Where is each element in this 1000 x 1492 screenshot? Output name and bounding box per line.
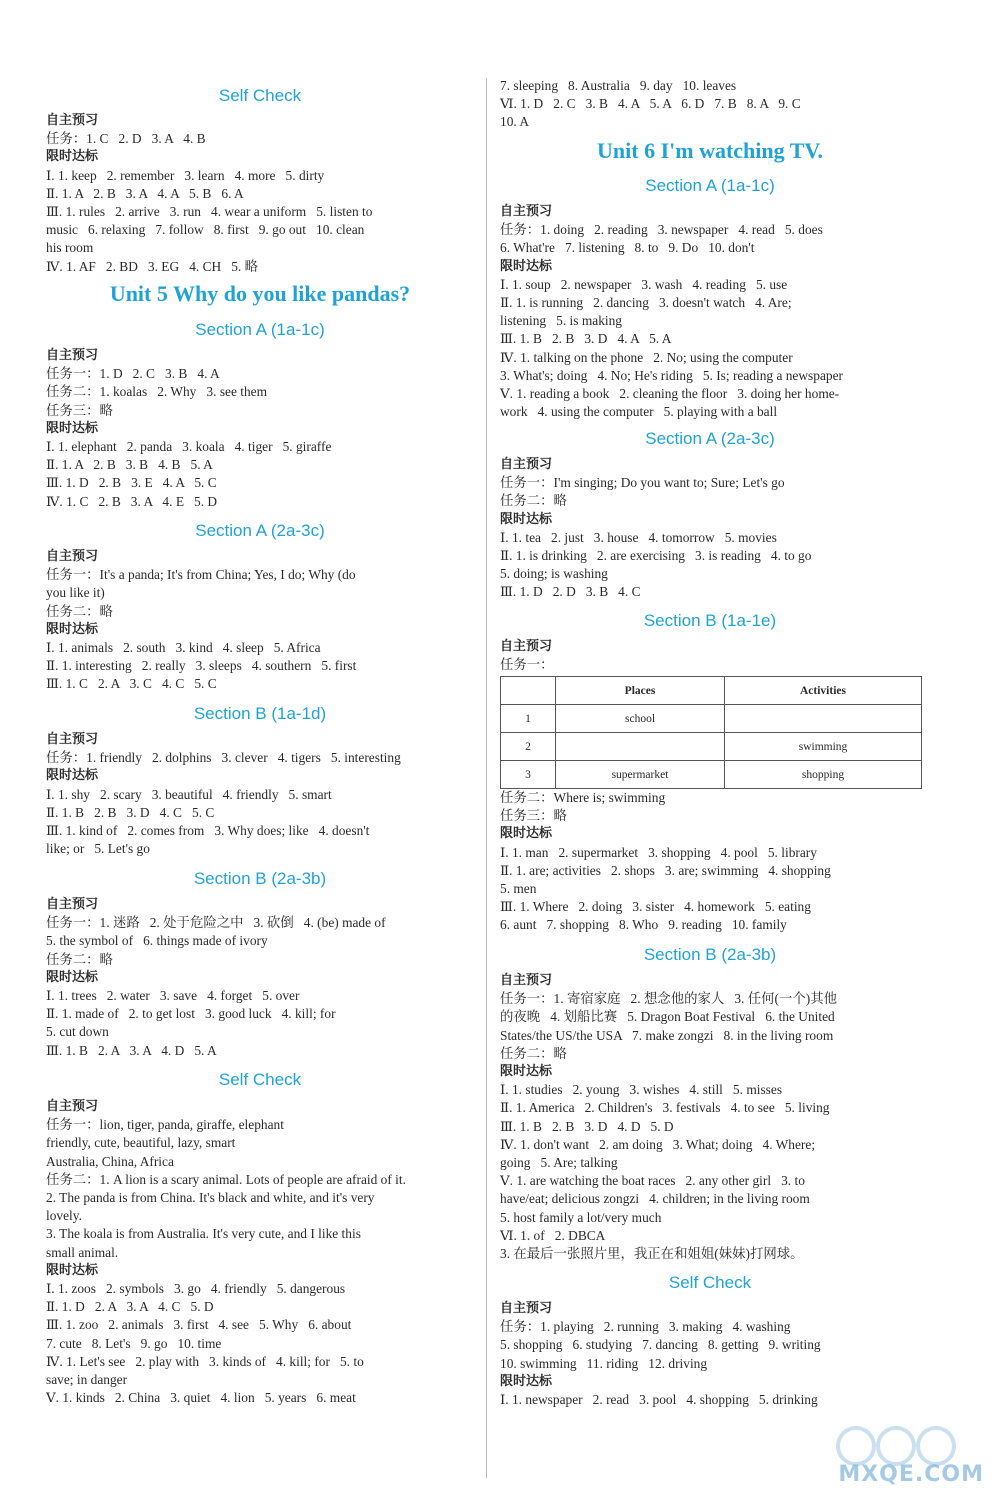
answer-line: Ⅱ. 1. is running 2. dancing 3. doesn't watch 4. Are; bbox=[500, 295, 792, 311]
answer-line: Ⅲ. 1. B 2. A 3. A 4. D 5. A bbox=[46, 1042, 217, 1058]
answer-line: Ⅳ. 1. don't want 2. am doing 3. What; doing 4. Where; bbox=[500, 1136, 816, 1152]
answer-line: 5. men bbox=[500, 881, 537, 897]
answer-line: 3. 在最后一张照片里，我正在和姐姐(妹妹)打网球。 bbox=[500, 1246, 804, 1262]
table-header-cell: Places bbox=[556, 677, 725, 705]
answer-line: Ⅰ. 1. shy 2. scary 3. beautiful 4. friendly 5. smart bbox=[46, 786, 332, 802]
answer-line: 限时达标 bbox=[500, 258, 553, 274]
answer-line: 任务一：It's a panda; It's from China; Yes, I do; Why (do bbox=[46, 567, 356, 583]
answer-line: 任务二：略 bbox=[46, 603, 113, 619]
answer-line: have/eat; delicious zongzi 4. children; in the living room bbox=[500, 1191, 810, 1207]
section-title: Section A (1a-1c) bbox=[645, 176, 775, 195]
answer-line: 6. What're 7. listening 8. to 9. Do 10. don't bbox=[500, 240, 755, 256]
unit-title: Unit 6 I'm watching TV. bbox=[597, 138, 823, 163]
answer-line: Ⅵ. 1. of 2. DBCA bbox=[500, 1227, 606, 1243]
answer-line: Ⅴ. 1. reading a book 2. cleaning the floor 3. doing her home- bbox=[500, 386, 840, 402]
answer-line: Ⅳ. 1. Let's see 2. play with 3. kinds of 4. kill; for 5. to bbox=[46, 1353, 364, 1369]
answer-line: 任务一：I'm singing; Do you want to; Sure; Let's go bbox=[500, 475, 785, 491]
answer-line: 任务二：略 bbox=[46, 951, 113, 967]
answer-line: States/the US/the USA 7. make zongzi 8. in the living room bbox=[500, 1027, 834, 1043]
section-title: Self Check bbox=[218, 86, 302, 105]
table-cell: shopping bbox=[725, 761, 922, 789]
answer-block bbox=[46, 112, 474, 276]
answer-line: 限时达标 bbox=[46, 969, 99, 985]
answer-line: 自主预习 bbox=[500, 973, 553, 988]
table-cell bbox=[556, 733, 725, 761]
answer-line: 的夜晚 4. 划船比赛 5. Dragon Boat Festival 6. the United bbox=[500, 1009, 835, 1025]
answer-line: Ⅱ. 1. D 2. A 3. A 4. C 5. D bbox=[46, 1299, 214, 1315]
answer-line: 限时达标 bbox=[46, 1262, 99, 1278]
table-header-cell bbox=[501, 677, 556, 705]
answer-line: small animal. bbox=[46, 1244, 119, 1260]
table-row bbox=[501, 705, 922, 733]
answer-line: Ⅲ. 1. D 2. D 3. B 4. C bbox=[500, 584, 641, 600]
answer-line: 限时达标 bbox=[46, 149, 99, 165]
answer-line: music 6. relaxing 7. follow 8. first 9. go out 10. clean bbox=[46, 222, 365, 238]
answer-line: 任务一：1. D 2. C 3. B 4. A bbox=[46, 366, 220, 382]
answer-line: Ⅱ. 1. are; activities 2. shops 3. are; swimming 4. shopping bbox=[500, 862, 831, 878]
answer-line: Ⅱ. 1. A 2. B 3. B 4. B 5. A bbox=[46, 457, 213, 473]
answer-line: 7. cute 8. Let's 9. go 10. time bbox=[46, 1335, 222, 1351]
answer-line: going 5. Are; talking bbox=[500, 1155, 618, 1171]
answer-line: Ⅳ. 1. AF 2. BD 3. EG 4. CH 5. 略 bbox=[46, 258, 259, 274]
answer-line: 任务二：略 bbox=[500, 493, 567, 509]
answer-line: Ⅱ. 1. made of 2. to get lost 3. good luck 4. kill; for bbox=[46, 1006, 336, 1022]
answer-line: 自主预习 bbox=[500, 639, 553, 654]
answer-line: 7. sleeping 8. Australia 9. day 10. leaves bbox=[500, 78, 737, 93]
answer-block bbox=[500, 638, 920, 674]
answer-line: 3. What's; doing 4. No; He's riding 5. Is; reading a newspaper bbox=[500, 367, 843, 383]
answer-line: Ⅱ. 1. A 2. B 3. A 4. A 5. B 6. A bbox=[46, 185, 244, 201]
answer-line: Ⅰ. 1. tea 2. just 3. house 4. tomorrow 5. movies bbox=[500, 529, 777, 545]
answer-block bbox=[500, 456, 920, 602]
answer-line: 任务：1. playing 2. running 3. making 4. washing bbox=[500, 1319, 791, 1335]
answer-line: 自主预习 bbox=[46, 732, 99, 747]
answer-line: Ⅲ. 1. B 2. B 3. D 4. D 5. D bbox=[500, 1118, 674, 1134]
answer-line: 任务三：略 bbox=[46, 402, 113, 418]
answer-line: Ⅲ. 1. B 2. B 3. D 4. A 5. A bbox=[500, 331, 672, 347]
answer-line: Ⅰ. 1. studies 2. young 3. wishes 4. still 5. misses bbox=[500, 1082, 783, 1098]
answer-line: 限时达标 bbox=[500, 826, 553, 842]
section-title: Section B (2a-3b) bbox=[193, 869, 327, 888]
answer-line: Ⅱ. 1. B 2. B 3. D 4. C 5. C bbox=[46, 804, 215, 820]
answer-line: his room bbox=[46, 240, 94, 256]
answer-block bbox=[500, 203, 920, 421]
table-cell: 3 bbox=[501, 761, 556, 789]
answer-line: 任务：1. C 2. D 3. A 4. B bbox=[46, 131, 206, 147]
table-header-cell: Activities bbox=[725, 677, 922, 705]
answer-line: Ⅲ. 1. Where 2. doing 3. sister 4. homework 5. eating bbox=[500, 899, 811, 915]
answer-line: 3. The koala is from Australia. It's very cute, and I like this bbox=[46, 1226, 361, 1242]
places-activities-table bbox=[500, 676, 922, 789]
answer-line: 5. the symbol of 6. things made of ivory bbox=[46, 933, 268, 949]
section-title: Section A (2a-3c) bbox=[195, 521, 325, 540]
answer-line: friendly, cute, beautiful, lazy, smart bbox=[46, 1135, 236, 1151]
answer-line: 自主预习 bbox=[500, 204, 553, 219]
table-cell: supermarket bbox=[556, 761, 725, 789]
answer-line: 任务一：1. 迷路 2. 处于危险之中 3. 砍倒 4. (be) made of bbox=[46, 915, 386, 931]
answer-line: Ⅲ. 1. C 2. A 3. C 4. C 5. C bbox=[46, 676, 217, 692]
answer-line: 5. doing; is washing bbox=[500, 566, 608, 582]
answer-line: 限时达标 bbox=[46, 621, 99, 637]
table-row bbox=[501, 733, 922, 761]
answer-line: Ⅲ. 1. D 2. B 3. E 4. A 5. C bbox=[46, 475, 217, 491]
answer-line: 限时达标 bbox=[46, 768, 99, 784]
answer-line: Ⅲ. 1. kind of 2. comes from 3. Why does; like 4. doesn't bbox=[46, 823, 370, 839]
answer-line: Ⅰ. 1. trees 2. water 3. save 4. forget 5. over bbox=[46, 988, 300, 1004]
table-row bbox=[501, 761, 922, 789]
answer-line: 10. swimming 11. riding 12. driving bbox=[500, 1355, 708, 1371]
answer-line: Ⅱ. 1. is drinking 2. are exercising 3. is reading 4. to go bbox=[500, 548, 812, 564]
answer-line: you like it) bbox=[46, 585, 105, 601]
section-title: Self Check bbox=[218, 1070, 302, 1089]
section-title: Section A (1a-1c) bbox=[195, 320, 325, 339]
table-cell: swimming bbox=[725, 733, 922, 761]
answer-line: work 4. using the computer 5. playing with a ball bbox=[500, 404, 778, 420]
answer-line: listening 5. is making bbox=[500, 313, 622, 329]
answer-line: 自主预习 bbox=[500, 1301, 553, 1316]
answer-line: Ⅰ. 1. soup 2. newspaper 3. wash 4. reading 5. use bbox=[500, 276, 788, 292]
answer-line: Ⅲ. 1. rules 2. arrive 3. run 4. wear a uniform 5. listen to bbox=[46, 204, 373, 220]
table-header-row bbox=[501, 677, 922, 705]
answer-line: Ⅳ. 1. C 2. B 3. A 4. E 5. D bbox=[46, 493, 218, 509]
answer-line: 限时达标 bbox=[500, 1064, 553, 1080]
answer-line: 2. The panda is from China. It's black and white, and it's very bbox=[46, 1190, 375, 1206]
answer-line: Ⅰ. 1. newspaper 2. read 3. pool 4. shopping 5. drinking bbox=[500, 1392, 818, 1408]
answer-line: 任务三：略 bbox=[500, 808, 567, 824]
answer-line: 任务：1. friendly 2. dolphins 3. clever 4. tigers 5. interesting bbox=[46, 750, 401, 766]
answer-line: 自主预习 bbox=[46, 549, 99, 564]
answer-block bbox=[500, 972, 920, 1263]
answer-line: 自主预习 bbox=[46, 348, 99, 363]
answer-line: 自主预习 bbox=[46, 1099, 99, 1114]
unit-title: Unit 5 Why do you like pandas? bbox=[109, 281, 411, 306]
table-cell: 2 bbox=[501, 733, 556, 761]
answer-block bbox=[500, 789, 920, 935]
section-title: Section B (1a-1e) bbox=[643, 611, 777, 630]
section-title: Section B (1a-1d) bbox=[193, 704, 327, 723]
answer-line: 5. cut down bbox=[46, 1024, 109, 1040]
section-title: Self Check bbox=[668, 1273, 752, 1292]
answer-line: 任务二：Where is; swimming bbox=[500, 790, 666, 805]
answer-block bbox=[46, 1098, 474, 1407]
answer-line: Ⅰ. 1. zoos 2. symbols 3. go 4. friendly 5. dangerous bbox=[46, 1281, 346, 1297]
answer-line: Ⅰ. 1. keep 2. remember 3. learn 4. more 5. dirty bbox=[46, 167, 325, 183]
answer-line: Ⅰ. 1. animals 2. south 3. kind 4. sleep 5. Africa bbox=[46, 640, 321, 656]
answer-line: 5. host family a lot/very much bbox=[500, 1209, 662, 1225]
answer-line: Australia, China, Africa bbox=[46, 1153, 174, 1169]
answer-line: 任务一：1. 寄宿家庭 2. 想念他的家人 3. 任何(一个)其他 bbox=[500, 991, 837, 1007]
answer-line: 自主预习 bbox=[500, 457, 553, 472]
answer-line: 5. shopping 6. studying 7. dancing 8. getting 9. writing bbox=[500, 1337, 821, 1353]
answer-line: lovely. bbox=[46, 1208, 82, 1224]
answer-line: 限时达标 bbox=[46, 420, 99, 436]
answer-line: 任务二：1. koalas 2. Why 3. see them bbox=[46, 384, 268, 400]
answer-line: 限时达标 bbox=[500, 511, 553, 527]
answer-line: 10. A bbox=[500, 114, 530, 130]
answer-line: Ⅰ. 1. man 2. supermarket 3. shopping 4. pool 5. library bbox=[500, 844, 817, 860]
answer-line: 6. aunt 7. shopping 8. Who 9. reading 10. family bbox=[500, 917, 787, 933]
watermark-text: MXQE.COM bbox=[838, 1462, 984, 1487]
answer-line: Ⅴ. 1. are watching the boat races 2. any other girl 3. to bbox=[500, 1173, 805, 1189]
answer-line: Ⅱ. 1. America 2. Children's 3. festivals 4. to see 5. living bbox=[500, 1100, 830, 1116]
answer-block bbox=[500, 77, 920, 132]
answer-line: 任务二：1. A lion is a scary animal. Lots of people are afraid of it. bbox=[46, 1171, 406, 1187]
answer-line: 任务二：略 bbox=[500, 1045, 567, 1061]
answer-line: Ⅴ. 1. kinds 2. China 3. quiet 4. lion 5. years 6. meat bbox=[46, 1390, 356, 1406]
answer-line: 限时达标 bbox=[500, 1373, 553, 1389]
answer-line: Ⅱ. 1. interesting 2. really 3. sleeps 4. southern 5. first bbox=[46, 658, 357, 674]
section-title: Section B (2a-3b) bbox=[643, 945, 777, 964]
answer-block bbox=[500, 1300, 920, 1409]
answer-line: 自主预习 bbox=[46, 113, 99, 128]
table-cell: school bbox=[556, 705, 725, 733]
answer-line: 任务一： bbox=[500, 657, 554, 673]
column-divider bbox=[486, 78, 487, 1478]
answer-line: Ⅲ. 1. zoo 2. animals 3. first 4. see 5. Why 6. about bbox=[46, 1317, 352, 1333]
section-title: Section A (2a-3c) bbox=[645, 429, 775, 448]
answer-block bbox=[46, 896, 474, 1060]
answer-block bbox=[46, 548, 474, 694]
answer-line: save; in danger bbox=[46, 1372, 128, 1388]
answer-line: Ⅳ. 1. talking on the phone 2. No; using the computer bbox=[500, 349, 793, 365]
answer-line: like; or 5. Let's go bbox=[46, 841, 150, 857]
answer-line: 任务一：lion, tiger, panda, giraffe, elephant bbox=[46, 1117, 284, 1133]
answer-line: 任务：1. doing 2. reading 3. newspaper 4. read 5. does bbox=[500, 222, 823, 238]
answer-line: Ⅰ. 1. elephant 2. panda 3. koala 4. tiger 5. giraffe bbox=[46, 439, 332, 455]
table-cell: 1 bbox=[501, 705, 556, 733]
answer-line: Ⅵ. 1. D 2. C 3. B 4. A 5. A 6. D 7. B 8. A 9. C bbox=[500, 96, 801, 112]
answer-block bbox=[46, 347, 474, 511]
answer-line: 自主预习 bbox=[46, 897, 99, 912]
answer-block bbox=[46, 731, 474, 858]
table-cell bbox=[725, 705, 922, 733]
